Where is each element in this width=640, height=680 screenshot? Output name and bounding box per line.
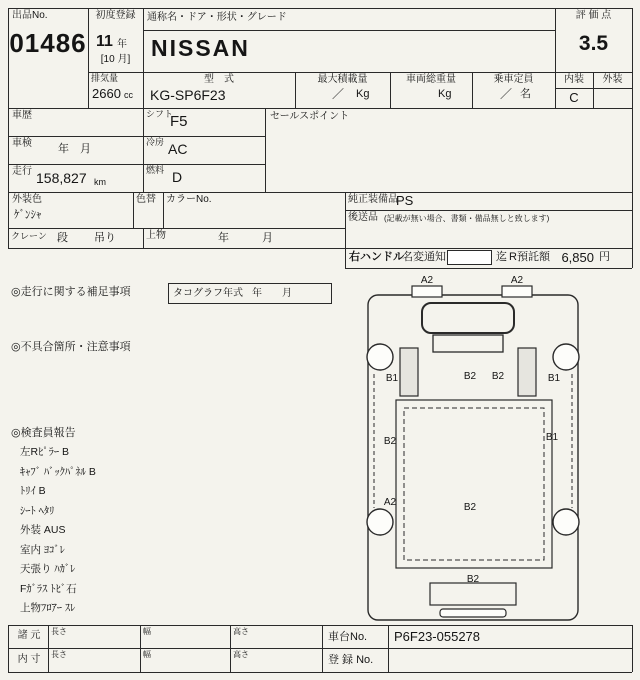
grid-line — [632, 625, 633, 672]
name-change-label: 名変通知 — [402, 251, 446, 263]
grid-line — [8, 8, 9, 248]
later-items-note: (記載が無い場合、書類・備品無しと致します) — [384, 214, 550, 223]
capacity-label: 乗車定員 — [493, 74, 534, 85]
chassis-no-label: 車台No. — [328, 631, 368, 643]
exhibit-no-label: 出品No. — [12, 10, 48, 21]
grid-line — [265, 108, 266, 192]
width-label: 幅 — [143, 627, 151, 636]
grid-line — [143, 228, 144, 248]
recolor-label: 色替 — [136, 194, 156, 205]
registration-no-label: 登 録 No. — [328, 654, 374, 666]
fuel-label: 燃料 — [146, 165, 165, 175]
fuel-value: D — [172, 169, 183, 185]
first-registration-month: [10 月] — [100, 54, 131, 65]
tachograph-label: タコグラフ年式 — [173, 288, 243, 299]
damage-marker: B1 — [385, 373, 399, 384]
damage-marker: B1 — [547, 373, 561, 384]
capacity-unit: 名 — [520, 88, 531, 100]
grid-line — [8, 108, 632, 109]
report-item: Fｶﾞﾗｽ ﾄﾋﾞ石 — [20, 582, 77, 595]
length-label: 長さ — [51, 627, 67, 636]
grid-line — [8, 228, 345, 229]
grid-line — [163, 192, 164, 228]
grid-line — [295, 72, 296, 108]
rear-gate — [430, 583, 516, 605]
grid-line — [140, 625, 141, 672]
wheel-rear-right — [553, 509, 579, 535]
damage-marker: A2 — [383, 497, 397, 508]
grid-line — [322, 625, 323, 672]
damage-marker: B1 — [545, 432, 559, 443]
cargo-bed — [396, 400, 552, 568]
truck-outline — [368, 295, 578, 620]
grid-line — [8, 648, 632, 649]
model-label: 型 式 — [204, 74, 234, 85]
inner-dim-label: 内 寸 — [17, 654, 41, 665]
grid-line — [133, 192, 134, 228]
rear-bumper — [440, 609, 506, 617]
exterior-color-value: ｹﾞﾝｼｬ — [14, 209, 42, 221]
damage-marker: A2 — [420, 275, 434, 286]
report-item: 外装 AUS — [20, 524, 66, 536]
report-item: 天張り ﾊｶﾞﾚ — [20, 563, 76, 575]
inspector-report-list — [20, 443, 96, 619]
grid-line — [388, 625, 389, 672]
report-item: 室内 ﾖｺﾞﾚ — [20, 543, 65, 556]
cab-back-panel-left — [400, 348, 418, 396]
inspector-report-title: ◎検査員報告 — [11, 427, 76, 439]
wheel-front-right — [553, 344, 579, 370]
windshield — [422, 303, 514, 333]
length-label: 長さ — [51, 650, 67, 659]
inspection-label: 車検 — [12, 138, 32, 149]
grid-line — [555, 8, 556, 108]
mirror-left — [412, 286, 442, 297]
handle-label: 右ハンドル — [349, 251, 404, 263]
wheel-rear-left — [367, 509, 393, 535]
grid-line — [472, 72, 473, 108]
grid-line — [8, 136, 265, 137]
grid-line — [593, 72, 594, 108]
grid-line — [345, 192, 346, 268]
deposit-label: R預託額 — [509, 251, 550, 263]
deposit-value: 6,850 — [561, 250, 594, 265]
score-label: 評 価 点 — [575, 10, 612, 21]
grid-line — [8, 164, 265, 165]
sales-point-label: セールスポイント — [270, 111, 350, 122]
grid-line — [48, 625, 49, 672]
grid-line — [8, 625, 632, 626]
cargo-bed-inner — [404, 408, 544, 560]
grid-line — [390, 72, 391, 108]
height-label: 高さ — [233, 650, 249, 659]
gross-weight-unit: Kg — [438, 88, 452, 100]
model-value: KG-SP6F23 — [150, 87, 226, 103]
displacement-unit: cc — [124, 90, 133, 100]
report-item: 左Rﾋﾟﾗｰ B — [20, 446, 70, 458]
crane-tsuri-label: 吊り — [94, 232, 116, 244]
report-item: ｷｬﾌﾞ ﾊﾞｯｸﾊﾟﾈﾙ B — [20, 465, 96, 478]
grid-line — [8, 248, 632, 249]
cab-back-panel-right — [518, 348, 536, 396]
damage-marker: B2 — [466, 574, 480, 585]
mileage-unit: km — [94, 177, 106, 187]
interior-grade: C — [569, 90, 579, 105]
grid-line — [8, 625, 9, 672]
height-label: 高さ — [233, 627, 249, 636]
crane-label: クレーン — [11, 231, 47, 241]
equipment-value: PS — [396, 193, 414, 208]
later-items-label: 後送品 — [348, 212, 378, 223]
mileage-label: 走行 — [12, 166, 32, 177]
first-registration-year: 11 — [96, 33, 113, 50]
upper-body-label: 上物 — [146, 230, 166, 241]
grid-line — [230, 625, 231, 672]
defects-title: ◎不具合箇所・注意事項 — [11, 341, 131, 353]
damage-marker: B2 — [383, 436, 397, 447]
shift-label: シフト — [146, 109, 174, 119]
grid-line — [143, 30, 555, 31]
damage-marker: A2 — [510, 275, 524, 286]
vehicle-diagram — [356, 268, 592, 624]
grid-line — [8, 672, 632, 673]
max-load-value: ／ — [332, 87, 345, 101]
equipment-label: 純正装備品 — [348, 194, 398, 205]
until-label: 迄 — [496, 251, 507, 263]
grid-line — [88, 8, 89, 108]
exhibit-no-value: 01486 — [9, 28, 87, 58]
chassis-no-value: P6F23-055278 — [394, 629, 481, 644]
score-value: 3.5 — [578, 32, 609, 55]
width-label: 幅 — [143, 650, 151, 659]
name-change-input-box — [447, 250, 492, 265]
gross-weight-label: 車両総重量 — [406, 74, 456, 85]
spec-label: 諸 元 — [17, 630, 41, 641]
max-load-label: 最大積載量 — [317, 74, 368, 85]
history-label: 車歴 — [12, 110, 32, 121]
first-registration-label: 初度登録 — [95, 10, 136, 21]
deposit-unit: 円 — [599, 251, 610, 263]
grid-line — [88, 72, 632, 73]
wheel-front-left — [367, 344, 393, 370]
mileage-note-title: ◎走行に関する補足事項 — [11, 286, 131, 298]
interior-label: 内装 — [564, 74, 584, 85]
displacement-value: 2660 — [92, 86, 121, 101]
aircon-value: AC — [168, 141, 188, 157]
report-item: 上物ﾌﾛｱｰ ｽﾚ — [20, 602, 76, 614]
grid-line — [632, 8, 633, 268]
damage-marker: B2 — [491, 371, 505, 382]
maker-name: NISSAN — [151, 35, 250, 61]
report-item: ﾄﾘｲ B — [20, 485, 46, 497]
max-load-unit: Kg — [356, 88, 370, 100]
color-no-label: カラーNo. — [166, 194, 212, 205]
mirror-right — [502, 286, 532, 297]
vehicle-name-header: 通称名・ドア・形状・グレード — [147, 12, 287, 23]
damage-marker: B2 — [463, 502, 477, 513]
exterior-label: 外装 — [602, 74, 623, 85]
crane-dan-label: 段 — [57, 232, 68, 244]
report-item: ｼｰﾄ ﾍﾀﾘ — [20, 504, 55, 517]
inspection-value: 年 月 — [58, 143, 91, 155]
displacement-label: 排気量 — [91, 73, 119, 83]
grid-line — [143, 8, 144, 192]
grid-line — [345, 210, 632, 211]
mileage-value: 158,827 — [36, 170, 87, 186]
grid-line — [8, 192, 632, 193]
capacity-value: ／ — [500, 87, 513, 101]
exterior-color-label: 外装色 — [12, 194, 42, 205]
shift-value: F5 — [170, 113, 188, 130]
damage-marker: B2 — [463, 371, 477, 382]
aircon-label: 冷房 — [146, 137, 165, 147]
upper-body-value: 年 月 — [218, 232, 273, 244]
tachograph-value: 年 月 — [252, 288, 292, 299]
first-registration-year-unit: 年 — [117, 39, 127, 50]
grid-line — [8, 8, 632, 9]
cab-roof — [433, 335, 503, 352]
grid-line — [345, 268, 632, 269]
